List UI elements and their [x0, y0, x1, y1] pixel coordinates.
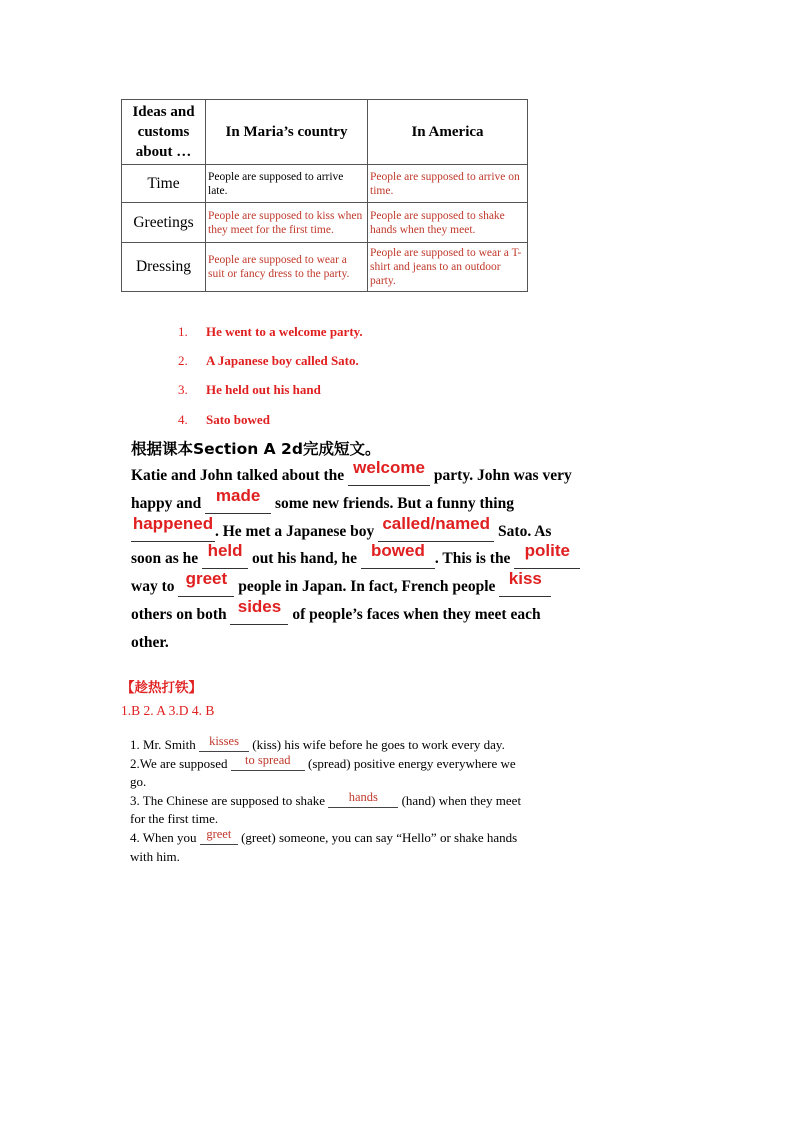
blank — [361, 541, 435, 569]
table-row — [122, 165, 528, 203]
blank-answer: kiss — [508, 569, 542, 589]
list-item — [178, 346, 363, 375]
blank — [514, 541, 580, 569]
exercise-blank — [200, 826, 238, 845]
blank — [348, 458, 430, 486]
list-item — [178, 405, 363, 434]
list-item — [178, 317, 363, 346]
exercise-item: 1. Mr. Smith kisses (kiss) his wife before he goes to work every day. — [130, 734, 505, 752]
exercise-answer: hands — [348, 789, 378, 804]
exercise-blank — [328, 789, 398, 808]
list-item — [178, 376, 363, 405]
blank-answer: welcome — [353, 458, 425, 477]
exercise-item: 2.We are supposed to spread (spread) positive energy everywhere we go. — [130, 752, 516, 790]
row-label: Greetings — [122, 203, 206, 243]
exercise-item: 3. The Chinese are supposed to shake hands (hand) when they meet for the first time. — [130, 789, 522, 827]
answer-list — [178, 317, 363, 434]
cell-maria: People are supposed to kiss when they meet for the first time. — [206, 203, 368, 243]
blank-answer: greet — [185, 569, 228, 589]
exercise-answer: to spread — [245, 752, 291, 767]
exercise-blank — [231, 752, 305, 771]
cell-america: People are supposed to wear a T-shirt and jeans to an outdoor party. — [368, 243, 528, 292]
exercise-item: 4. When you greet (greet) someone, you can say “Hello” or shake hands with him. — [130, 826, 518, 864]
header-ideas: Ideas and customs about … — [122, 100, 206, 165]
blank-answer: polite — [524, 541, 570, 561]
section-title: 【趁热打铁】 — [121, 680, 202, 696]
table-row — [122, 243, 528, 292]
table-header-row — [122, 100, 528, 165]
list-text: A Japanese boy called Sato. — [206, 352, 359, 368]
cell-maria: People are supposed to arrive late. — [206, 165, 368, 203]
blank-answer: made — [215, 485, 261, 505]
header-america: In America — [368, 100, 528, 165]
blank-answer: sides — [237, 596, 282, 616]
list-number: 2. — [178, 352, 188, 368]
cell-maria: People are supposed to wear a suit or fancy dress to the party. — [206, 243, 368, 292]
blank — [202, 541, 248, 569]
blank-answer: held — [207, 541, 243, 561]
list-text: Sato bowed — [206, 411, 270, 427]
blank — [378, 513, 494, 542]
header-maria: In Maria’s country — [206, 100, 368, 165]
blank — [230, 596, 288, 625]
list-text: He held out his hand — [206, 382, 321, 398]
exercises — [130, 736, 530, 866]
blank — [205, 485, 271, 514]
table-row — [122, 203, 528, 243]
row-label: Time — [122, 165, 206, 203]
answer-key: 1.B 2. A 3.D 4. B — [121, 703, 215, 718]
cell-america: People are supposed to shake hands when they meet. — [368, 203, 528, 243]
blank — [499, 569, 551, 597]
row-label: Dressing — [122, 243, 206, 292]
list-text: He went to a welcome party. — [206, 323, 363, 339]
exercise-answer: kisses — [209, 734, 239, 748]
comparison-table — [121, 99, 528, 292]
exercise-blank — [199, 734, 249, 752]
list-number: 1. — [178, 323, 188, 339]
list-number: 3. — [178, 382, 188, 398]
blank-answer: called/named — [382, 513, 491, 533]
passage-text: Katie and John talked about the welcome party. John was very happy and made some new friends. But a funny thing happened . He met a Japanese boy called/named Sato. As soon as he held out his hand, he bowed . This is the polite way to greet people in Japan. In fact, French people kiss others on both sides of people’s faces when they meet each other. — [131, 462, 581, 657]
blank — [178, 569, 234, 597]
exercise-answer: greet — [206, 826, 232, 841]
passage-heading: 根据课本Section A 2d完成短文。 — [131, 440, 381, 458]
blank — [131, 513, 215, 542]
blank-answer: happened — [132, 513, 214, 533]
blank-answer: bowed — [371, 541, 425, 561]
cell-america: People are supposed to arrive on time. — [368, 165, 528, 203]
list-number: 4. — [178, 411, 188, 427]
